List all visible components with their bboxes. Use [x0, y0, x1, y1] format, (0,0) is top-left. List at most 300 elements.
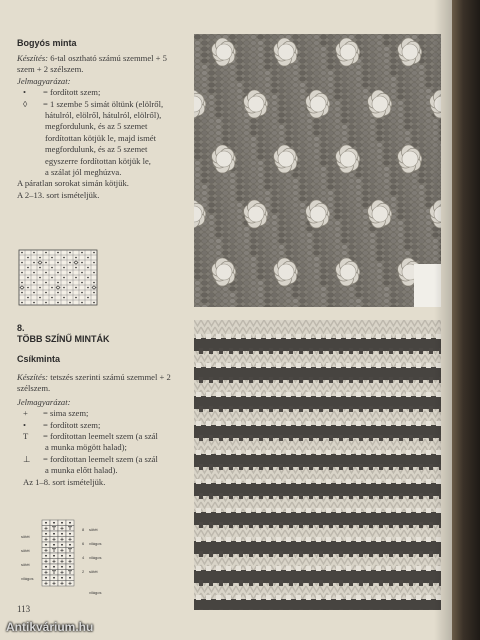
knit-stitch — [201, 287, 207, 292]
knit-stitch — [411, 65, 417, 70]
knit-stitch — [264, 53, 270, 58]
purl-dot — [75, 257, 77, 259]
knit-stitch — [264, 586, 271, 592]
knit-stitch — [383, 173, 389, 178]
knit-stitch — [334, 125, 340, 130]
knit-stitch — [320, 299, 326, 304]
knit-stitch — [376, 173, 382, 178]
knit-stitch — [250, 71, 256, 76]
knit-stitch — [397, 179, 403, 184]
light-stitch — [286, 421, 291, 426]
knit-stitch — [320, 390, 327, 396]
watermark: Antikvárium.hu — [6, 620, 94, 634]
knit-stitch — [376, 47, 382, 52]
knit-stitch — [362, 239, 368, 244]
knit-stitch — [362, 131, 368, 136]
knit-stitch — [243, 257, 249, 262]
knit-stitch — [250, 143, 256, 148]
slip-stitch — [299, 406, 303, 412]
slip-stitch — [299, 609, 303, 610]
knit-stitch — [194, 83, 200, 88]
slip-stitch — [259, 348, 263, 354]
knit-stitch — [404, 197, 410, 202]
knit-stitch — [299, 161, 305, 166]
knit-stitch — [383, 263, 389, 268]
knit-stitch — [355, 113, 361, 118]
knit-stitch — [369, 251, 375, 256]
knit-stitch — [327, 173, 333, 178]
knit-stitch — [292, 83, 298, 88]
knit-stitch — [313, 293, 319, 298]
knit-stitch — [194, 275, 200, 280]
knit-stitch — [404, 320, 411, 326]
light-stitch — [296, 392, 301, 397]
knit-stitch — [201, 558, 208, 564]
knit-stitch — [285, 299, 291, 304]
light-stitch — [266, 595, 271, 600]
knit-stitch — [306, 149, 312, 154]
knit-stitch — [215, 137, 221, 142]
knit-stitch — [348, 113, 354, 118]
knit-stitch — [299, 149, 305, 154]
knit-stitch — [348, 245, 354, 250]
knit-stitch — [278, 287, 284, 292]
knit-stitch — [208, 502, 215, 508]
knit-stitch — [250, 119, 256, 124]
knit-stitch — [404, 173, 410, 178]
knit-stitch — [306, 155, 312, 160]
slip-stitch — [399, 348, 403, 354]
light-stitch — [316, 508, 321, 513]
slip-stitch — [329, 522, 333, 528]
slip-stitch — [219, 435, 223, 441]
knit-stitch — [229, 299, 235, 304]
knit-stitch — [411, 209, 417, 214]
knit-stitch — [334, 233, 340, 238]
slip-stitch — [359, 493, 363, 499]
slip-stitch — [369, 406, 373, 412]
knit-stitch — [327, 245, 333, 250]
knit-stitch — [348, 586, 355, 592]
slip-stitch — [319, 551, 323, 557]
light-stitch — [396, 334, 401, 339]
knit-stitch — [355, 173, 361, 178]
knit-stitch — [390, 558, 397, 564]
knit-stitch — [362, 221, 368, 226]
knit-stitch — [376, 320, 383, 326]
knit-stitch — [404, 83, 410, 88]
knit-stitch — [320, 125, 326, 130]
knit-stitch — [208, 305, 214, 307]
knit-stitch — [208, 137, 214, 142]
knit-stitch — [362, 185, 368, 190]
purl-dot — [57, 292, 59, 294]
knit-stitch — [229, 77, 235, 82]
knit-stitch — [257, 227, 263, 232]
knit-stitch — [418, 197, 424, 202]
light-stitch — [346, 363, 351, 368]
knit-stitch — [390, 320, 397, 326]
light-stitch — [326, 479, 331, 484]
knit-stitch — [229, 137, 235, 142]
knit-stitch — [334, 257, 340, 262]
purl-dot — [57, 282, 59, 284]
knit-stitch — [404, 383, 411, 389]
knit-stitch — [236, 113, 242, 118]
knit-stitch — [313, 327, 320, 333]
knit-stitch — [383, 233, 389, 238]
knit-stitch — [327, 293, 333, 298]
knit-stitch — [194, 143, 200, 148]
knit-stitch — [383, 161, 389, 166]
knit-stitch — [243, 59, 249, 64]
knit-stitch — [285, 586, 292, 592]
knit-stitch — [285, 131, 291, 136]
slip-stitch — [429, 435, 433, 441]
knit-stitch — [306, 355, 313, 361]
purl-dot — [21, 272, 23, 274]
knit-stitch — [194, 299, 200, 304]
knit-stitch — [250, 245, 256, 250]
knit-stitch — [236, 185, 242, 190]
knit-stitch — [299, 131, 305, 136]
knit-stitch — [194, 251, 200, 256]
knit-stitch — [201, 53, 207, 58]
knit-stitch — [299, 233, 305, 238]
knit-stitch — [313, 71, 319, 76]
light-stitch — [366, 363, 371, 368]
knit-stitch — [383, 586, 390, 592]
knit-stitch — [208, 299, 214, 304]
purl-dot — [93, 292, 95, 294]
slip-stitch — [289, 348, 293, 354]
knit-stitch — [236, 227, 242, 232]
knit-stitch — [236, 502, 243, 508]
light-stitch — [306, 392, 311, 397]
knit-stitch — [341, 83, 347, 88]
purl-dot — [75, 287, 77, 289]
knit-stitch — [201, 305, 207, 307]
knit-stitch — [425, 233, 431, 238]
purl-symbol: • — [23, 419, 27, 430]
knit-stitch — [355, 191, 361, 196]
knit-stitch — [257, 191, 263, 196]
slip-stitch — [319, 580, 323, 586]
slip-stitch — [389, 377, 393, 383]
slip-stitch — [309, 493, 313, 499]
knit-stitch — [327, 327, 334, 333]
knit-stitch — [425, 245, 431, 250]
knit-stitch — [208, 287, 214, 292]
slip-stitch — [269, 435, 273, 441]
knit-stitch — [397, 558, 404, 564]
knit-stitch — [362, 137, 368, 142]
knit-stitch — [306, 143, 312, 148]
slip-stitch — [369, 377, 373, 383]
chart-label-light: világos — [21, 576, 34, 581]
knit-stitch — [341, 586, 348, 592]
knit-stitch — [348, 383, 355, 389]
slip-stitch — [339, 348, 343, 354]
knit-stitch — [362, 287, 368, 292]
knit-stitch — [313, 155, 319, 160]
light-stitch — [366, 334, 371, 339]
slip-stitch — [229, 406, 233, 412]
knit-stitch — [222, 197, 228, 202]
light-stitch — [206, 363, 211, 368]
knit-stitch — [334, 530, 341, 536]
knit-stitch — [285, 209, 291, 214]
knit-stitch — [320, 47, 326, 52]
knit-stitch — [418, 586, 425, 592]
knit-stitch — [285, 293, 291, 298]
knit-stitch — [229, 383, 236, 389]
light-stitch — [266, 508, 271, 513]
knit-stitch — [229, 197, 235, 202]
slip-stitch — [289, 551, 293, 557]
knit-stitch — [285, 101, 291, 106]
light-stitch — [206, 595, 211, 600]
slip-stitch — [359, 580, 363, 586]
knit-stitch — [257, 269, 263, 274]
light-stitch — [276, 537, 281, 542]
knit-stitch — [243, 502, 250, 508]
knit-stitch — [201, 167, 207, 172]
light-stitch — [426, 537, 431, 542]
knit-stitch — [264, 131, 270, 136]
knit-stitch — [355, 558, 362, 564]
knit-stitch — [327, 143, 333, 148]
knit-stitch — [299, 167, 305, 172]
knit-stitch — [320, 327, 327, 333]
knit-stitch — [362, 167, 368, 172]
slip-stitch — [299, 493, 303, 499]
purl-dot — [33, 302, 35, 304]
knit-stitch — [327, 558, 334, 564]
knit-stitch — [278, 293, 284, 298]
knit-stitch — [222, 227, 228, 232]
light-stitch — [236, 537, 241, 542]
knit-stitch — [264, 41, 270, 46]
slip-stitch — [309, 406, 313, 412]
light-stitch — [236, 508, 241, 513]
knit-stitch — [215, 107, 221, 112]
light-stitch — [366, 566, 371, 571]
knit-stitch — [313, 59, 319, 64]
knit-stitch — [362, 227, 368, 232]
knit-stitch — [355, 251, 361, 256]
knit-stitch — [411, 197, 417, 202]
knit-stitch — [334, 185, 340, 190]
knit-stitch — [215, 125, 221, 130]
purl-dot — [51, 297, 53, 299]
knit-stitch — [278, 197, 284, 202]
knit-stitch — [362, 299, 368, 304]
knit-stitch — [425, 173, 431, 178]
knit-stitch — [341, 203, 347, 208]
knit-stitch — [201, 251, 207, 256]
knit-stitch — [236, 77, 242, 82]
purl-dot — [33, 292, 35, 294]
knit-stitch — [236, 83, 242, 88]
knit-stitch — [222, 203, 228, 208]
knit-stitch — [292, 131, 298, 136]
knit-stitch — [362, 35, 368, 40]
knit-stitch — [243, 119, 249, 124]
knit-stitch — [257, 245, 263, 250]
slip-stitch — [339, 609, 343, 610]
light-stitch — [376, 421, 381, 426]
knit-stitch — [411, 113, 417, 118]
purl-dot — [61, 566, 63, 568]
knit-stitch — [264, 119, 270, 124]
slip-stitch — [259, 493, 263, 499]
knit-stitch — [271, 287, 277, 292]
knit-stitch — [208, 215, 214, 220]
knit-stitch — [390, 474, 397, 480]
knit-stitch — [250, 83, 256, 88]
knit-stitch — [390, 221, 396, 226]
knit-stitch — [243, 239, 249, 244]
light-stitch — [206, 479, 211, 484]
knit-stitch — [229, 89, 235, 94]
slip-stitch — [239, 580, 243, 586]
knit-stitch — [236, 143, 242, 148]
knit-stitch — [334, 77, 340, 82]
purl-dot — [69, 577, 71, 579]
knit-stitch — [411, 215, 417, 220]
purl-dot — [87, 257, 89, 259]
knit-stitch — [292, 191, 298, 196]
knit-stitch — [243, 77, 249, 82]
knit-stitch — [222, 558, 229, 564]
knit-stitch — [383, 411, 390, 417]
knit-stitch — [306, 77, 312, 82]
slip-stitch — [409, 551, 413, 557]
knit-stitch — [383, 77, 389, 82]
knit-stitch — [285, 113, 291, 118]
knit-stitch — [327, 281, 333, 286]
purl-dot — [39, 297, 41, 299]
slip-stitch — [209, 580, 213, 586]
knit-stitch — [362, 197, 368, 202]
light-stitch — [416, 479, 421, 484]
knit-stitch — [320, 287, 326, 292]
knit-stitch — [299, 71, 305, 76]
knit-stitch — [425, 179, 431, 184]
knit-stitch — [236, 191, 242, 196]
slip-stitch — [429, 348, 433, 354]
chart-label-dark: sötét — [21, 534, 30, 539]
slip-stitch — [239, 406, 243, 412]
knit-stitch — [306, 131, 312, 136]
light-stitch — [426, 363, 431, 368]
knit-stitch — [327, 233, 333, 238]
light-stitch — [406, 479, 411, 484]
knit-stitch — [215, 383, 222, 389]
knit-stitch — [369, 293, 375, 298]
knit-stitch — [404, 137, 410, 142]
knit-stitch — [215, 239, 221, 244]
knit-stitch — [341, 530, 348, 536]
knit-stitch — [327, 77, 333, 82]
slip-stitch — [379, 406, 383, 412]
knit-stitch — [341, 77, 347, 82]
knit-stitch — [418, 119, 424, 124]
slip-stitch — [379, 377, 383, 383]
knit-stitch — [327, 320, 334, 326]
knit-stitch — [362, 41, 368, 46]
knit-stitch — [383, 137, 389, 142]
light-stitch — [246, 421, 251, 426]
light-stitch — [296, 479, 301, 484]
knit-stitch — [397, 586, 404, 592]
knit-stitch — [208, 251, 214, 256]
knit-stitch — [215, 215, 221, 220]
knit-stitch — [383, 125, 389, 130]
light-stitch — [256, 421, 261, 426]
knit-stitch — [397, 327, 404, 333]
knit-stitch — [404, 101, 410, 106]
knit-stitch — [292, 185, 298, 190]
knit-stitch — [411, 221, 417, 226]
knit-stitch — [222, 411, 229, 417]
knit-stitch — [320, 418, 327, 424]
knit-stitch — [222, 239, 228, 244]
light-stitch — [326, 508, 331, 513]
purl-dot — [53, 522, 55, 524]
knit-stitch — [348, 119, 354, 124]
knit-stitch — [201, 233, 207, 238]
knit-stitch — [376, 83, 382, 88]
knit-stitch — [341, 320, 348, 326]
knit-stitch — [208, 227, 214, 232]
knit-stitch — [236, 137, 242, 142]
knit-stitch — [369, 65, 375, 70]
knit-stitch — [222, 89, 228, 94]
knit-stitch — [264, 149, 270, 154]
light-stitch — [236, 421, 241, 426]
knit-stitch — [292, 257, 298, 262]
knit-stitch — [250, 530, 257, 536]
knit-stitch — [355, 221, 361, 226]
knit-stitch — [250, 269, 256, 274]
knit-stitch — [250, 474, 257, 480]
knit-stitch — [215, 173, 221, 178]
knit-stitch — [418, 209, 424, 214]
slip-stitch — [369, 551, 373, 557]
light-stitch — [356, 566, 361, 571]
light-stitch — [286, 479, 291, 484]
purl-dot — [45, 577, 47, 579]
light-stitch — [356, 363, 361, 368]
knit-stitch — [243, 251, 249, 256]
light-stitch — [356, 334, 361, 339]
knit-stitch — [264, 89, 270, 94]
light-stitch — [406, 595, 411, 600]
slip-stitch — [329, 464, 333, 470]
knit-stitch — [306, 320, 313, 326]
knit-stitch — [250, 446, 257, 452]
knit-stitch — [250, 287, 256, 292]
knit-stitch — [257, 530, 264, 536]
knit-stitch — [257, 173, 263, 178]
slip-stitch — [349, 551, 353, 557]
knit-stitch — [285, 287, 291, 292]
book-spine — [452, 0, 480, 640]
slip-stitch — [349, 435, 353, 441]
light-stitch — [256, 334, 261, 339]
